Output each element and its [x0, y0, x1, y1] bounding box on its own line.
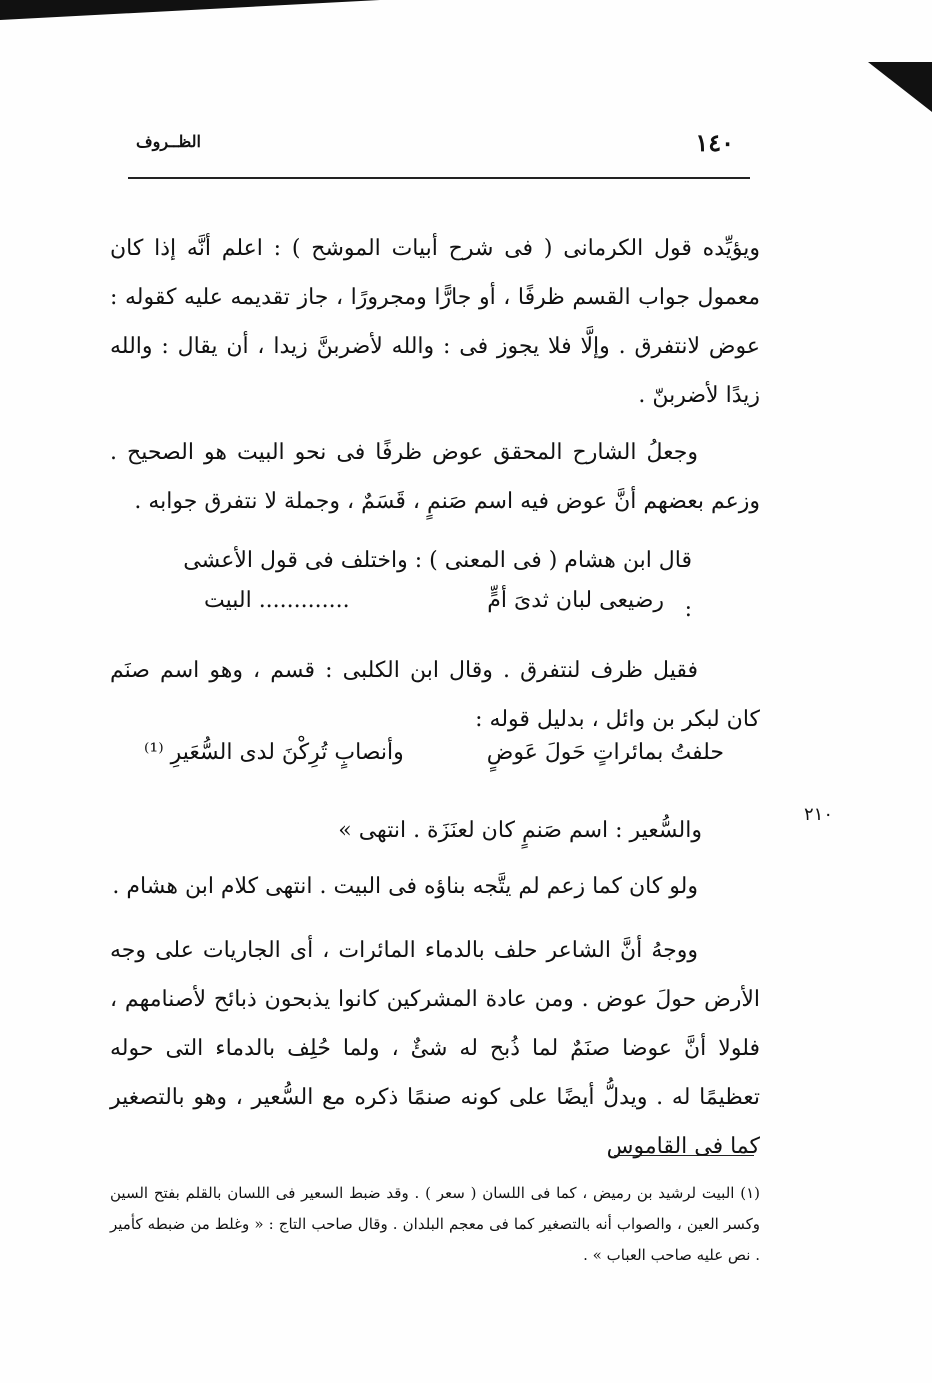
paragraph-2: وجعلُ الشارح المحقق عوض ظرفًا فى نحو البيت هو الصحيح . وزعم بعضهم أنَّ عوض فيه اسم صَنمٍ ، قَسَمٌ ، وجملة لا نتفرق جوابه . — [110, 440, 760, 514]
running-title: الظــروف — [136, 132, 201, 151]
verse-2-second-hemistich: وأنصابٍ تُرِكْنَ لدى السُّعَيرِ ⁽¹⁾ — [144, 740, 404, 765]
verse-1-first-hemistich: رضيعى لبان ثدىَ أمٍّ — [487, 588, 664, 613]
page-number: ١٤٠ — [695, 128, 734, 157]
paragraph-4: ولو كان كما زعم لم يتَّجه بناؤه فى البيت . انتهى كلام ابن هشام . — [112, 874, 698, 899]
margin-number: ٢١٠ — [804, 804, 834, 825]
footnote-rule — [614, 1155, 754, 1156]
footnote: (١) البيت لرشيد بن رميض ، كما فى اللسان ( سعر ) . وقد ضبط السعير فى اللسان بالقلم بفتح السين وكسر العين ، والصواب أنه بالتصغير كما فى معجم البلدان . وقال صاحب التاج : « وغلط من ضبطه كأمير . نص عليه صاحب العباب » . — [110, 1184, 760, 1264]
verse-2 — [144, 740, 724, 784]
verse-2-first-hemistich: حلفتُ بمائراتٍ حَولَ عَوضٍ — [486, 740, 724, 765]
verse-1 — [204, 588, 664, 628]
quote-intro: قال ابن هشام ( فى المعنى ) : واختلف فى قول الأعشى : — [183, 548, 692, 622]
header-rule — [128, 177, 750, 179]
paragraph-1: ويؤيِّده قول الكرمانى ( فى شرح أبيات الموشح ) : اعلم أنَّه إذا كان معمول جواب القسم ظرفًا ، أو جارًّا ومجرورًا ، جاز تقديمه عليه كقوله : عوض لانتفرق . وإلَّا فلا يجوز فى : والله لأضربنَّ زيدا ، أن يقال : والله زيدًا لأضربنّ . — [110, 236, 760, 408]
running-head — [130, 128, 750, 158]
gloss-line: والسُّعير : اسم صَنمٍ كان لعنَزَة . انتهى » — [338, 818, 702, 843]
scan-corner-shadow-top-right — [868, 62, 932, 112]
verse-1-second-hemistich: ............. البيت — [204, 588, 350, 613]
paragraph-5: ووجهُ أنَّ الشاعر حلف بالدماء المائرات ، أى الجاريات على وجه الأرض حولَ عوض . ومن عادة المشركين كانوا يذبحون ذبائح لأصنامهم ، فلولا أنَّ عوضا صنَمٌ لما ذُبح له شئٌ ، ولما حُلِف بالدماء التى حوله تعظيمًا له . ويدلُّ أيضًا على كونه صنمًا ذكره مع السُّعير ، وهو بالتصغير كما فى القاموس — [110, 938, 760, 1159]
paragraph-3: فقيل ظرف لنتفرق . وقال ابن الكلبى : قسم ، وهو اسم صنَم كان لبكر بن وائل ، بدليل قوله : — [110, 658, 760, 732]
scan-corner-shadow-top-left — [0, 0, 380, 20]
